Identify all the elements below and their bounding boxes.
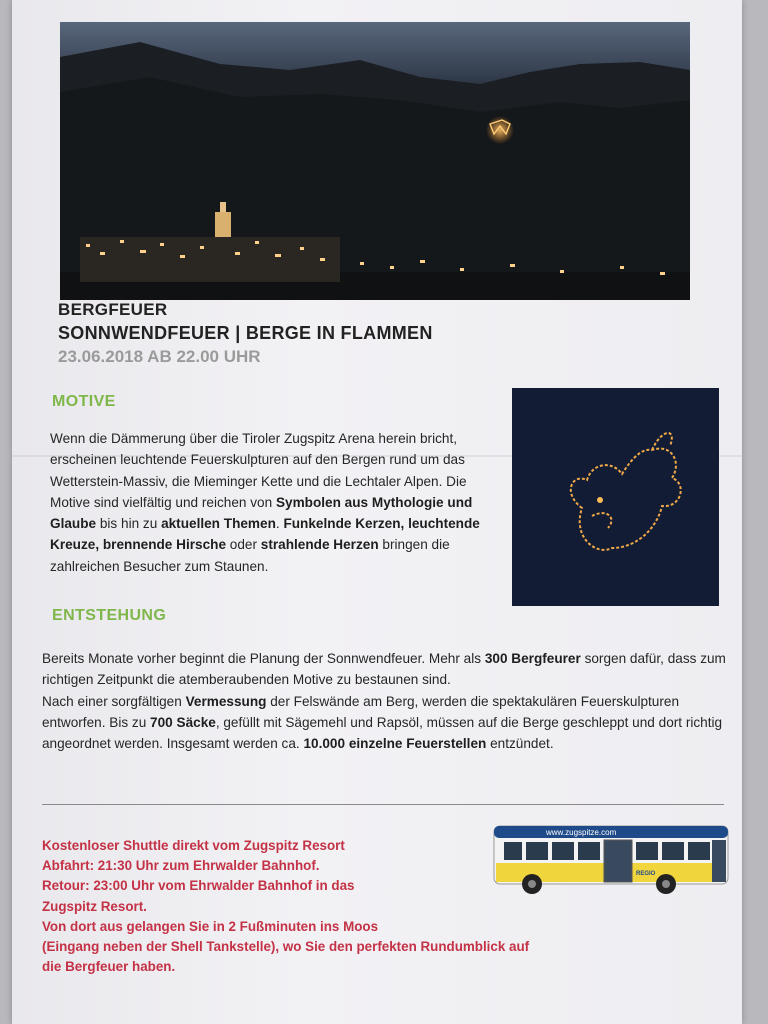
bold-run: 700 Säcke (150, 714, 216, 730)
text-run: bis hin zu (96, 516, 162, 532)
hero-photo-mountain-village-night (60, 22, 690, 300)
heading-sonnwendfeuer: SONNWENDFEUER | BERGE IN FLAMMEN (58, 323, 433, 343)
shuttle-line: Retour: 23:00 Uhr vom Ehrwalder Bahnhof in das (42, 878, 355, 894)
divider (42, 804, 724, 805)
text-run: Nach einer sorgfältigen (42, 693, 186, 709)
text-run: sorgen dafür, dass zum richtigen Zeitpunkt die atemberaubenden Motive zu bestaunen sind. (42, 651, 726, 688)
section-heading-motive: MOTIVE (52, 393, 116, 410)
bus-url: www.zugspitze.com (546, 828, 617, 837)
text-run: bringen die zahlreichen Besucher zum Staunen. (50, 537, 450, 574)
text-run: , gefüllt mit Sägemehl und Rapsöl, müssen auf die Berge geschleppt und dort richtig angeordnet werden. Insgesamt werden ca. (42, 714, 723, 752)
motive-paragraph (50, 428, 510, 577)
text-run: oder (226, 537, 261, 553)
text-run: entzündet. (486, 736, 554, 752)
shuttle-info (42, 836, 530, 977)
bold-run: 10.000 einzelne Feuerstellen (303, 736, 487, 752)
bold-run: aktuellen Themen (161, 516, 276, 532)
shuttle-line: die Bergfeuer haben. (42, 959, 176, 975)
entstehung-paragraph (42, 648, 742, 754)
bold-run: 300 Bergfeurer (484, 651, 581, 666)
shuttle-line: Von dort aus gelangen Sie in 2 Fußminuten ins Moos (42, 918, 379, 934)
bold-run: strahlende Herzen (260, 537, 379, 553)
bold-run: Symbolen aus Mythologie und Glaube (50, 494, 473, 532)
bold-run: Funkelnde Kerzen, leuchtende Kreuze, brennende Hirsche (50, 516, 480, 553)
text-run: Bereits Monate vorher beginnt die Planung der Sonnwendfeuer. Mehr als (42, 651, 485, 666)
bus-brand: REGIO (636, 871, 656, 877)
text-run: . (275, 516, 284, 532)
shuttle-line: Zugspitz Resort. (42, 898, 147, 914)
shuttle-line: Kostenloser Shuttle direkt vom Zugspitz Resort (42, 838, 345, 853)
section-heading-entstehung: ENTSTEHUNG (52, 607, 167, 624)
text-run: Wenn die Dämmerung über die Tiroler Zugspitz Arena herein bricht, erscheinen leuchtende Feuerskulpturen auf den Bergen rund um das Wetterstein-Massiv, die Mieminger Kette und die Lechtaler Alpen. Die Motive sind vielfältig und reichen von (50, 431, 467, 510)
event-date: 23.06.2018 AB 22.00 UHR (58, 347, 261, 366)
bus-illustration (486, 818, 736, 898)
shuttle-line: Abfahrt: 21:30 Uhr zum Ehrwalder Bahnhof. (42, 858, 320, 874)
bold-run: Vermessung (185, 693, 267, 709)
shuttle-line: (Eingang neben der Shell Tankstelle), wo Sie den perfekten Rundumblick auf (42, 939, 530, 955)
heading-bergfeuer: BERGFEUER (58, 300, 168, 319)
squirrel-fire-sculpture-photo (512, 388, 719, 606)
text-run: der Felswände am Berg, werden die spektakulären Feuerskulpturen entworfen. Bis zu (42, 693, 680, 730)
